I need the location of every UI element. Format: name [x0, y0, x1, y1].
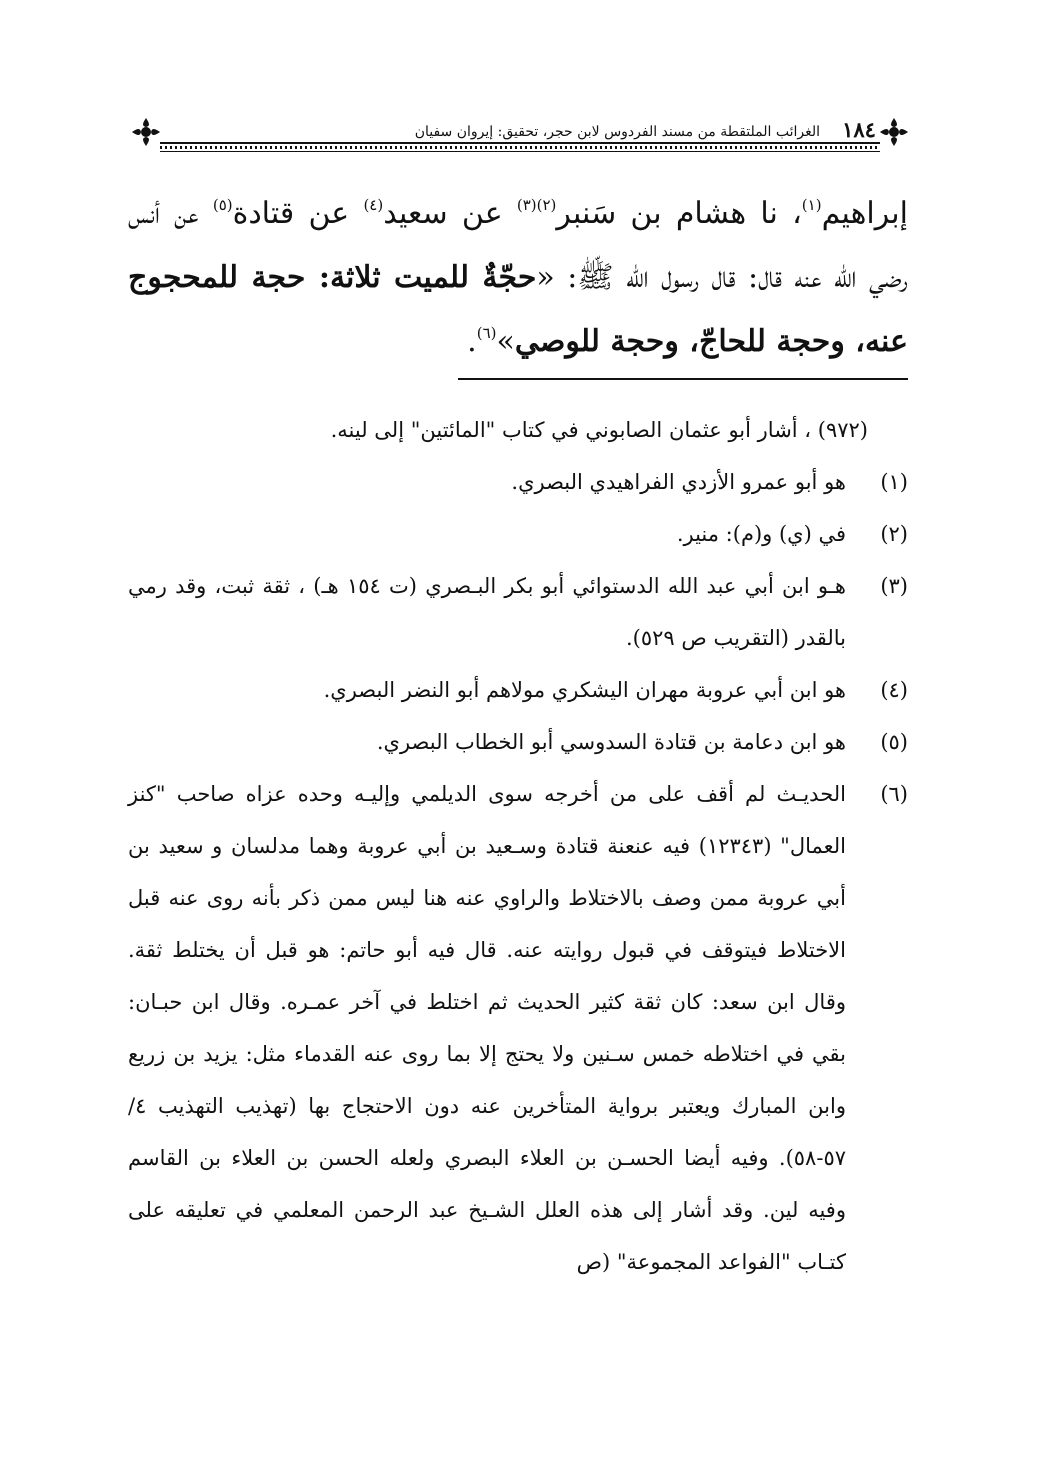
page-number: ١٨٤: [842, 117, 876, 142]
footnote-ref: (١): [801, 196, 822, 214]
main-text-segment: إبراهيم: [821, 196, 908, 231]
running-title: الغرائب الملتقطة من مسند الفردوس لابن حجر، تحقيق: إيروان سفيان: [414, 124, 820, 140]
main-text-segment: »: [496, 324, 515, 359]
footnote-item: [128, 716, 908, 768]
footnote-item: [128, 560, 908, 664]
main-text-segment: عن سعيد: [383, 196, 517, 231]
footnote-separator: [458, 378, 908, 380]
footnote-number: (٤): [880, 678, 908, 702]
footnote-item: [128, 768, 908, 1288]
footnote-number: (٦): [880, 782, 908, 806]
hadith-text: [128, 182, 908, 374]
running-header: [130, 98, 910, 154]
main-text-segment: .: [467, 324, 477, 359]
footnote-item: [128, 664, 908, 716]
footnote-ref: (٢): [536, 196, 557, 214]
floral-ornament-icon: [130, 116, 162, 148]
main-text-segment: عن قتادة: [232, 196, 364, 231]
header-rule: [160, 142, 880, 152]
footnote-item: [128, 456, 908, 508]
main-text-segment: ، نا هشام بن سَنبر: [556, 196, 802, 231]
footnote-ref: (٦): [476, 324, 497, 342]
footnote-number: (٢): [880, 522, 908, 546]
footnote-text: هو ابن دعامة بن قتادة السدوسي أبو الخطاب البصري.: [376, 730, 846, 754]
footnote-text: هو أبو عمرو الأزدي الفراهيدي البصري.: [511, 470, 846, 494]
footnote-text: هـو ابن أبي عبد الله الدستوائي أبو بكر البـصري (ت ١٥٤ هـ) ، ثقة ثبت، وقد رمي بالقدر (التقريب ص ٥٢٩).: [128, 574, 846, 650]
footnote-number: (٥): [880, 730, 908, 754]
footnote-text: في (ي) و(م): منير.: [676, 522, 846, 546]
footnote-text: هو ابن أبي عروبة مهران اليشكري مولاهم أبو النضر البصري.: [323, 678, 846, 702]
footnotes: [128, 404, 908, 1288]
hadith-quote: حجّةٌ للميت ثلاثة: حجة للمحجوج عنه، وحجة للحاجّ، وحجة للوصي: [128, 260, 908, 359]
footnote-text: الحديـث لم أقف على من أخرجه سوى الديلمي وإليـه وحده عزاه صاحب "كنز العمال" (١٢٣٤٣) فيه عنعنة قتادة وسـعيد بن أبي عروبة وهما مدلسان و سعيد بن أبي عروبة ممن وصف بالاختلاط والراوي عنه هنا ليس ممن ذكر بأنه روى عنه قبل الاختلاط فيتوقف في قبول روايته عنه. قال فيه أبو حاتم: هو قبل أن يختلط ثقة. وقال ابن سعد: كان ثقة كثير الحديث ثم اختلط في آخر عمـره. وقال ابن حبـان: بقي في اختلاطه خمس سـنين ولا يحتج إلا بما روى عنه القدماء مثل: يزيد بن زريع وابن المبارك ويعتبر برواية المتأخرين عنه دون الاحتجاج بها (تهذيب التهذيب ٤/ ٥٧-٥٨). وفيه أيضا الحسـن بن العلاء البصري ولعله الحسن بن العلاء بن القاسم وفيه لين. وقد أشار إلى هذه العلل الشـيخ عبد الرحمن المعلمي في تعليقه على كتـاب "الفواعد المجموعة" (ص: [128, 782, 846, 1274]
footnote-item: [128, 508, 908, 560]
footnote-ref: (٣): [516, 196, 537, 214]
footnote-number: (١): [880, 470, 908, 494]
footnote-ref: (٥): [212, 196, 233, 214]
footnote-continuation: (٩٧٢) ، أشار أبو عثمان الصابوني في كتاب "المائتين" إلى لينه.: [330, 418, 868, 442]
footnote-ref: (٤): [363, 196, 384, 214]
main-text-segment: عن أنس رضي الله عنه قال: قال رسول الله ﷺ: «: [128, 196, 908, 295]
footnote-number: (٣): [880, 574, 908, 598]
